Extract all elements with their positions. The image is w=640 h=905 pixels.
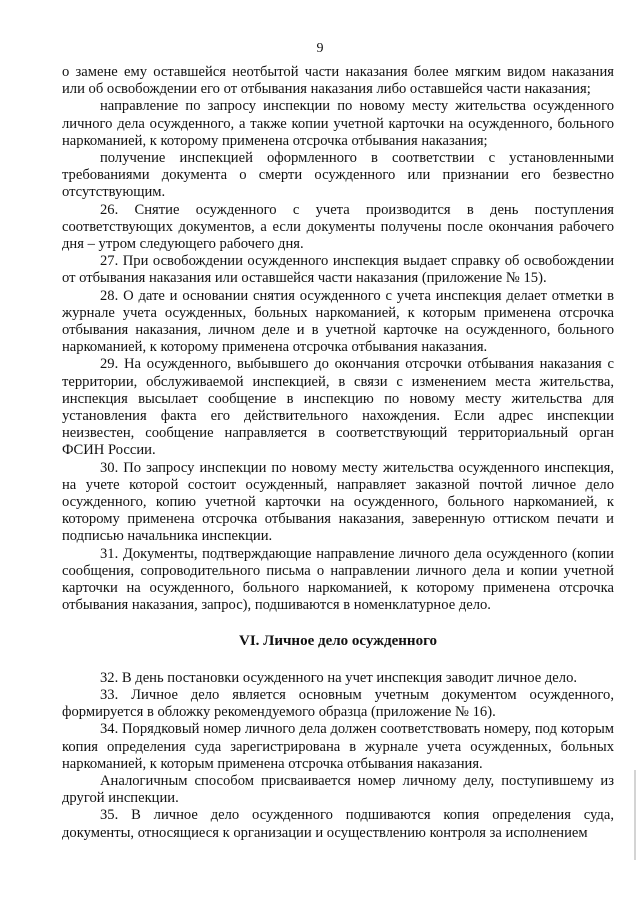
paragraph: 34. Порядковый номер личного дела должен соответствовать номеру, под которым копия определения суда зарегистрирована в журнале учета осужденных, больных наркоманией, к которым применена отсрочка отбывания наказания. [62, 721, 614, 772]
paragraph: направление по запросу инспекции по новому месту жительства осужденного личного дела осужденного, а также копии учетной карточки на осужденного, больного наркоманией, к которому применена отсрочка отбывания наказания; [62, 98, 614, 149]
page-number: 9 [316, 41, 324, 56]
paragraph: 30. По запросу инспекции по новому месту жительства осужденного инспекция, на учете которой состоит осужденный, направляет заказной почтой личное дело осужденного, копию учетной карточки на осужденного, больного наркоманией, к которому применена отсрочка отбывания наказания, заверенную оттиском печати и подписью начальника инспекции. [62, 459, 614, 545]
paragraph: 31. Документы, подтверждающие направление личного дела осужденного (копии сообщения, сопроводительного письма о направлении личного дела и копии учетной карточки на осужденного, больного наркоманией, к которому применена отсрочка отбывания наказания, запрос), подшиваются в номенклатурное дело. [62, 545, 614, 614]
paragraph: 33. Личное дело является основным учетным документом осужденного, формируется в обложку рекомендуемого образца (приложение № 16). [62, 686, 614, 721]
document-body [62, 64, 614, 842]
paragraphs-after-section [62, 670, 614, 842]
paragraph: 26. Снятие осужденного с учета производится в день поступления соответствующих документов, а если документы получены после окончания рабочего дня – утром следующего рабочего дня. [62, 201, 614, 253]
paragraph: Аналогичным способом присваивается номер личному делу, поступившему из другой инспекции. [62, 772, 614, 807]
paragraph: 32. В день постановки осужденного на учет инспекция заводит личное дело. [100, 669, 578, 686]
paragraph: 28. О дате и основании снятия осужденного с учета инспекция делает отметки в журнале учета осужденных, больных наркоманией, к которым применена отсрочка отбывания наказания, личном деле и в учетной карточке на осужденного, больного наркоманией, к которому применена отсрочка отбывания наказания. [62, 287, 614, 356]
paragraphs-before-section [62, 64, 614, 615]
paragraph: получение инспекцией оформленного в соответствии с установленными требованиями документа о смерти осужденного или признании его безвестно отсутствующим. [62, 150, 614, 201]
paragraph: 27. При освобождении осужденного инспекция выдает справку об освобождении от отбывания наказания или оставшейся части наказания (приложение № 15). [62, 253, 614, 287]
section-title: VI. Личное дело осужденного [238, 632, 438, 649]
paragraph: о замене ему оставшейся неотбытой части наказания более мягким видом наказания или об освобождении его от отбывания наказания либо оставшейся части наказания; [62, 64, 614, 98]
paragraph: 35. В личное дело осужденного подшиваются копия определения суда, документы, относящиеся к организации и осуществлению контроля за исполнением [62, 807, 614, 841]
paragraph: 29. На осужденного, выбывшего до окончания отсрочки отбывания наказания с территории, обслуживаемой инспекцией, в связи с изменением места жительства, инспекция высылает сообщение в инспекцию по новому месту жительства для установления факта его действительного нахождения. Если адрес инспекции неизвестен, сообщение направляется в соответствующий территориальный орган ФСИН России. [62, 356, 614, 459]
scan-edge-mark [634, 770, 636, 860]
